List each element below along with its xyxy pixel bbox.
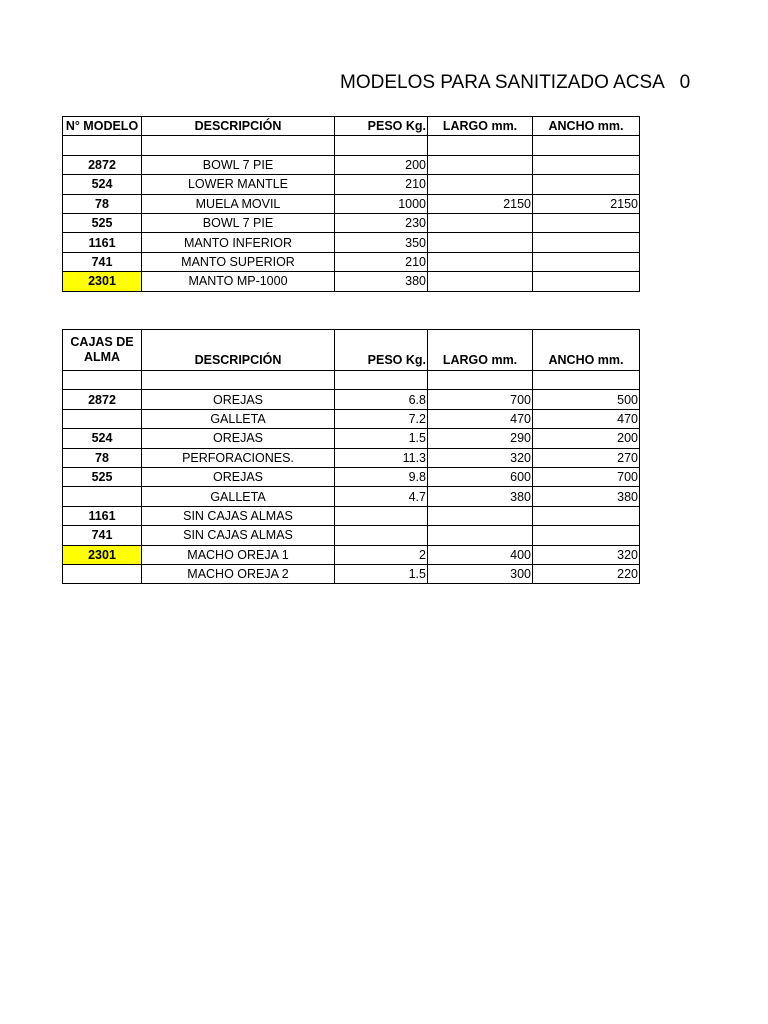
table-row (63, 545, 640, 564)
description-cell[interactable] (142, 136, 335, 155)
model-cell[interactable]: 2872 (63, 390, 142, 409)
peso-cell[interactable] (335, 371, 428, 390)
table-row (63, 272, 640, 291)
header-ancho[interactable]: ANCHO mm. (533, 117, 640, 136)
peso-cell[interactable] (335, 506, 428, 525)
header-modelo[interactable]: N° MODELO (63, 117, 142, 136)
ancho-cell[interactable] (533, 136, 640, 155)
description-cell[interactable]: SIN CAJAS ALMAS (142, 506, 335, 525)
cajas-alma-table (62, 329, 640, 584)
peso-cell[interactable] (335, 136, 428, 155)
largo-cell[interactable] (428, 233, 533, 252)
peso-cell[interactable]: 200 (335, 155, 428, 174)
ancho-cell[interactable]: 500 (533, 390, 640, 409)
model-cell[interactable] (63, 564, 142, 583)
ancho-cell[interactable] (533, 155, 640, 174)
description-cell[interactable]: OREJAS (142, 429, 335, 448)
ancho-cell[interactable]: 320 (533, 545, 640, 564)
header-ancho[interactable]: ANCHO mm. (533, 330, 640, 371)
largo-cell[interactable]: 380 (428, 487, 533, 506)
largo-cell[interactable] (428, 155, 533, 174)
ancho-cell[interactable]: 470 (533, 409, 640, 428)
ancho-cell[interactable]: 700 (533, 467, 640, 486)
description-cell[interactable]: MANTO INFERIOR (142, 233, 335, 252)
ancho-cell[interactable]: 2150 (533, 194, 640, 213)
description-cell[interactable] (142, 371, 335, 390)
peso-cell[interactable]: 350 (335, 233, 428, 252)
ancho-cell[interactable]: 380 (533, 487, 640, 506)
description-cell[interactable]: BOWL 7 PIE (142, 155, 335, 174)
peso-cell[interactable]: 7.2 (335, 409, 428, 428)
model-cell[interactable] (63, 136, 142, 155)
table-row (63, 526, 640, 545)
model-cell[interactable]: 524 (63, 429, 142, 448)
ancho-cell[interactable] (533, 506, 640, 525)
peso-cell[interactable]: 4.7 (335, 487, 428, 506)
largo-cell[interactable]: 470 (428, 409, 533, 428)
model-cell[interactable]: 741 (63, 526, 142, 545)
peso-cell[interactable] (335, 526, 428, 545)
table-row (63, 155, 640, 174)
description-cell[interactable]: SIN CAJAS ALMAS (142, 526, 335, 545)
model-cell[interactable]: 525 (63, 213, 142, 232)
model-cell[interactable]: 524 (63, 175, 142, 194)
table-row (63, 175, 640, 194)
ancho-cell[interactable]: 270 (533, 448, 640, 467)
largo-cell[interactable]: 290 (428, 429, 533, 448)
peso-cell[interactable]: 1000 (335, 194, 428, 213)
table-row (63, 467, 640, 486)
peso-cell[interactable]: 210 (335, 252, 428, 271)
largo-cell[interactable]: 600 (428, 467, 533, 486)
largo-cell[interactable] (428, 272, 533, 291)
description-cell[interactable]: GALLETA (142, 487, 335, 506)
table-row (63, 136, 640, 155)
table-row (63, 252, 640, 271)
largo-cell[interactable] (428, 371, 533, 390)
model-cell[interactable]: 1161 (63, 506, 142, 525)
model-cell[interactable]: 741 (63, 252, 142, 271)
largo-cell[interactable] (428, 506, 533, 525)
header-descripcion[interactable]: DESCRIPCIÓN (142, 330, 335, 371)
table-row (63, 371, 640, 390)
ancho-cell[interactable]: 200 (533, 429, 640, 448)
model-cell-highlighted[interactable]: 2301 (63, 545, 142, 564)
peso-cell[interactable]: 1.5 (335, 429, 428, 448)
page-title: MODELOS PARA SANITIZADO ACSA 0 (340, 72, 691, 93)
peso-cell[interactable]: 6.8 (335, 390, 428, 409)
description-cell[interactable]: OREJAS (142, 467, 335, 486)
description-cell[interactable]: GALLETA (142, 409, 335, 428)
peso-cell[interactable]: 1.5 (335, 564, 428, 583)
header-peso[interactable]: PESO Kg. (335, 117, 428, 136)
model-cell[interactable] (63, 487, 142, 506)
header-row (63, 117, 640, 136)
model-cell[interactable]: 2872 (63, 155, 142, 174)
description-cell[interactable]: LOWER MANTLE (142, 175, 335, 194)
description-cell[interactable]: OREJAS (142, 390, 335, 409)
largo-cell[interactable]: 2150 (428, 194, 533, 213)
header-row (63, 330, 640, 371)
peso-cell[interactable]: 11.3 (335, 448, 428, 467)
ancho-cell[interactable] (533, 213, 640, 232)
header-cajas-de-alma[interactable]: CAJAS DE ALMA (63, 330, 142, 371)
ancho-cell[interactable] (533, 233, 640, 252)
largo-cell[interactable] (428, 252, 533, 271)
description-cell[interactable]: MACHO OREJA 1 (142, 545, 335, 564)
table-row (63, 194, 640, 213)
largo-cell[interactable] (428, 213, 533, 232)
largo-cell[interactable]: 700 (428, 390, 533, 409)
table-row (63, 506, 640, 525)
ancho-cell[interactable] (533, 175, 640, 194)
description-cell[interactable]: MANTO MP-1000 (142, 272, 335, 291)
description-cell[interactable]: PERFORACIONES. (142, 448, 335, 467)
largo-cell[interactable]: 300 (428, 564, 533, 583)
header-peso[interactable]: PESO Kg. (335, 330, 428, 371)
header-descripcion[interactable]: DESCRIPCIÓN (142, 117, 335, 136)
table-row (63, 564, 640, 583)
model-cell[interactable] (63, 371, 142, 390)
table-row (63, 409, 640, 428)
description-cell[interactable]: BOWL 7 PIE (142, 213, 335, 232)
description-cell[interactable]: MACHO OREJA 2 (142, 564, 335, 583)
modelos-table (62, 116, 640, 292)
largo-cell[interactable]: 320 (428, 448, 533, 467)
model-cell[interactable] (63, 409, 142, 428)
peso-cell[interactable]: 230 (335, 213, 428, 232)
model-cell[interactable]: 525 (63, 467, 142, 486)
largo-cell[interactable] (428, 136, 533, 155)
description-cell[interactable]: MANTO SUPERIOR (142, 252, 335, 271)
table-row (63, 487, 640, 506)
table-row (63, 429, 640, 448)
largo-cell[interactable] (428, 526, 533, 545)
header-largo[interactable]: LARGO mm. (428, 117, 533, 136)
table-row (63, 233, 640, 252)
model-cell-highlighted[interactable]: 2301 (63, 272, 142, 291)
description-cell[interactable]: MUELA MOVIL (142, 194, 335, 213)
peso-cell[interactable]: 210 (335, 175, 428, 194)
largo-cell[interactable] (428, 175, 533, 194)
ancho-cell[interactable] (533, 272, 640, 291)
ancho-cell[interactable] (533, 371, 640, 390)
ancho-cell[interactable] (533, 252, 640, 271)
table-row (63, 448, 640, 467)
table-row (63, 390, 640, 409)
model-cell[interactable]: 78 (63, 448, 142, 467)
table-row (63, 213, 640, 232)
header-largo[interactable]: LARGO mm. (428, 330, 533, 371)
peso-cell[interactable]: 9.8 (335, 467, 428, 486)
model-cell[interactable]: 78 (63, 194, 142, 213)
model-cell[interactable]: 1161 (63, 233, 142, 252)
largo-cell[interactable]: 400 (428, 545, 533, 564)
ancho-cell[interactable] (533, 526, 640, 545)
peso-cell[interactable]: 380 (335, 272, 428, 291)
peso-cell[interactable]: 2 (335, 545, 428, 564)
ancho-cell[interactable]: 220 (533, 564, 640, 583)
